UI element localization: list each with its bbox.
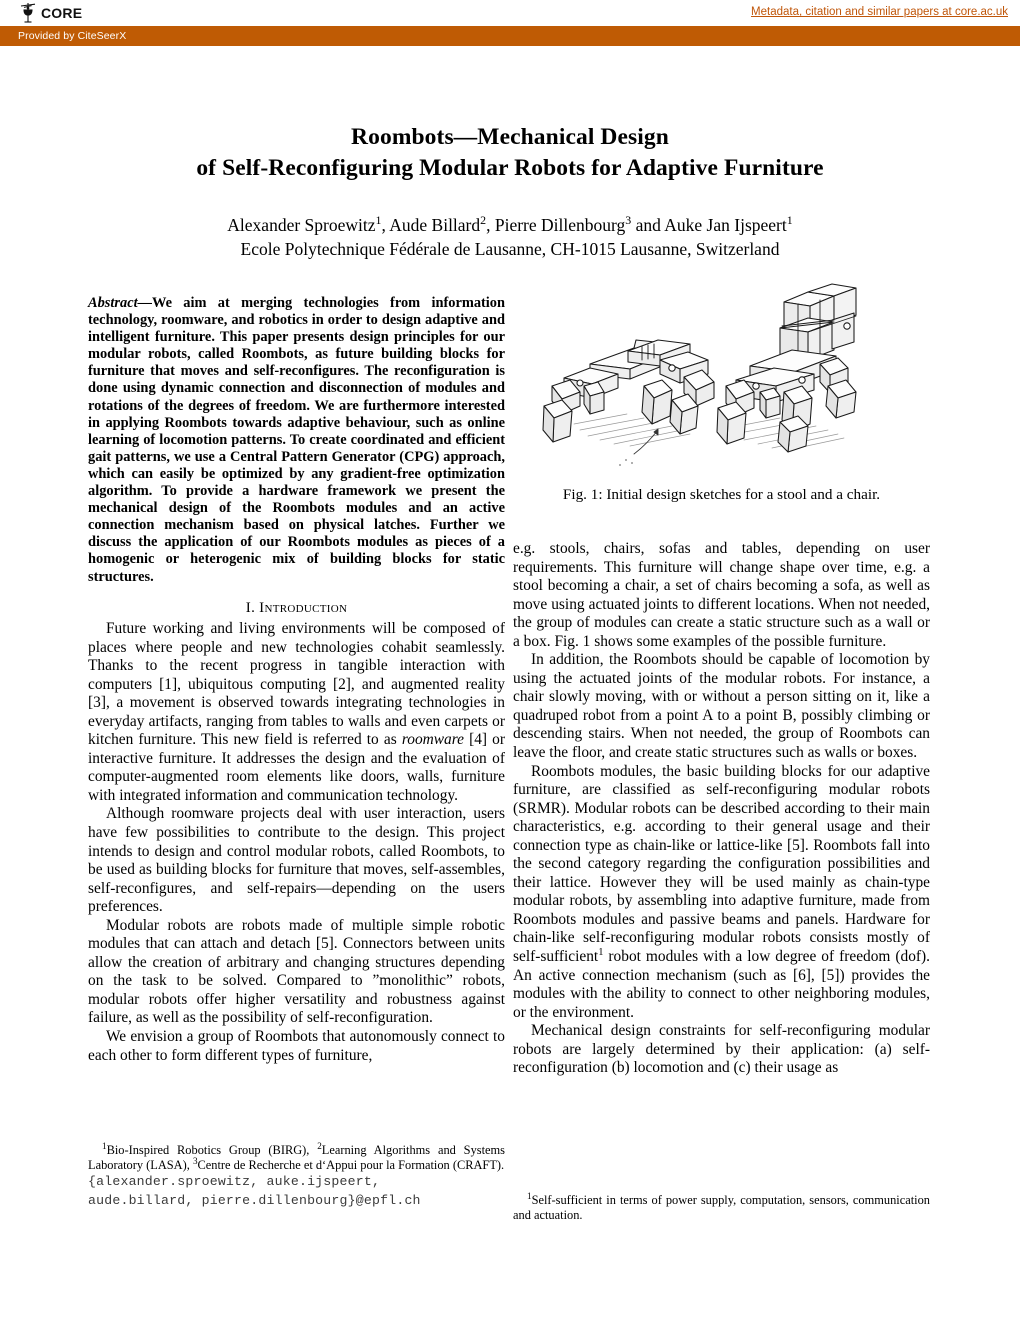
paper-title-line-2: of Self-Reconfiguring Modular Robots for Adaptive Furniture: [196, 155, 824, 181]
paragraph-intro-2: Although roomware projects deal with user interaction, users have few possibilities to contribute to the design. This project intends to design and control modular robots, called Roombots, to be used as building blocks for furniture that moves, self-assembles, self-reconfigures, and self-repairs—depending on the users preferences.: [88, 805, 505, 916]
provider-label: Provided by CiteSeerX: [18, 29, 127, 42]
left-column-flow: [88, 586, 505, 1065]
core-banner: [0, 0, 1020, 26]
author-4: Auke Jan Ijspeert$^1$: [664, 213, 793, 235]
core-metadata-link[interactable]: Metadata, citation and similar papers at core.ac.uk: [751, 6, 1008, 18]
left-footnotes: [88, 1140, 505, 1210]
abstract-block: [88, 295, 505, 586]
core-logo[interactable]: [18, 2, 82, 24]
right-column-flow: [513, 540, 930, 1078]
footnote-self-sufficient: [513, 1190, 930, 1223]
term-roomware: roomware: [401, 731, 464, 749]
affiliation-line: Ecole Polytechnique Fédérale de Lausanne, CH-1015 Lausanne, Switzerland: [240, 239, 780, 259]
footnote-affiliations: [88, 1140, 505, 1173]
figure-1-caption: Fig. 1: Initial design sketches for a stool and a chair.: [562, 486, 881, 503]
paragraph-right-2: In addition, the Roombots should be capable of locomotion by using the actuated joints of the modular robots. For instance, a chair slowly moving, with or without a person sitting on it, like a quadruped robot from a point A to a point B, possibly climbing or descending stairs. When not needed, the group of Roombots can leave the floor, and create static structures such as walls or boxes.: [513, 651, 930, 762]
footnote-marker-1: 1: [598, 946, 604, 958]
footnote-mark-right-1: 1: [527, 1190, 532, 1201]
footnote-mark-2: 2: [317, 1140, 322, 1151]
footnote-affil-2: Learning Algorithms and Systems Laboratory (LASA),: [88, 1143, 505, 1173]
footnote-affil-1: Bio-Inspired Robotics Group (BIRG),: [106, 1143, 318, 1157]
right-footnotes: [513, 1190, 930, 1223]
paragraph-intro-1-b: [4] or interactive furniture. It addresses the design and the evaluation of computer-augmented room elements like doors, walls, furniture with integrated information and communication technology.: [88, 731, 505, 804]
footnote-self-sufficient-text: Self-sufficient in terms of power supply, computation, sensors, communication and actuation.: [513, 1193, 930, 1223]
paragraph-right-4: Mechanical design constraints for self-reconfiguring modular robots are largely determined by their application: (a) self-reconfiguration (b) locomotion and (c) their usage as: [513, 1022, 930, 1077]
section-heading-introduction: I. Introduction: [245, 600, 348, 616]
figure-1: [513, 282, 930, 504]
abstract-label: Abstract—: [88, 295, 152, 311]
author-2: Aude Billard$^2$: [389, 213, 487, 235]
footnote-email-line-1: {alexander.sproewitz, auke.ijspeert,: [88, 1174, 381, 1190]
robot-sketches-image: [522, 282, 922, 474]
paper-page: [0, 46, 1020, 1320]
page-title: [90, 122, 930, 184]
paragraph-right-1: e.g. stools, chairs, sofas and tables, depending on user requirements. This furniture will change shape over time, e.g. a stool becoming a chair, a set of chairs becoming a sofa, as well as move using actuated joints to different locations. When not needed, the group of modules can create a static structure such as a wall or a box. Fig. 1 shows some examples of the possible furniture.: [513, 540, 930, 650]
footnote-email-line-2: aude.billard, pierre.dillenbourg}@epfl.ch: [88, 1192, 421, 1208]
paragraph-right-3-b: robot modules with a low degree of freedom (dof). An active connection mechanism (such as [6], [5]) provides the modules with the ability to connect to other neighboring modules, or the environment.: [513, 948, 930, 1021]
abstract-text: We aim at merging technologies from information technology, roomware, and robotics in order to design adaptive and intelligent furniture. This paper presents design principles for our modular robots, called Roombots, as future building blocks for furniture that moves and self-reconfigures. The reconfiguration is done using dynamic connection and disconnection of modules and rotations of the degrees of freedom. We are furthermore interested in applying Roombots towards adaptive behaviour, such as online learning of locomotion patterns. To create coordinated and efficient gait patterns, we use a Central Pattern Generator (CPG) approach, which can easily be optimized by any gradient-free optimization algorithm. To provide a hardware framework we present the mechanical design of the Roombots modules and an active connection mechanism based on physical latches. Further we discuss the application of our Roombots modules as pieces of a homogenic or heterogenic mix of building blocks for static structures.: [88, 295, 505, 585]
authors-block: [90, 213, 930, 261]
paragraph-intro-1: [88, 620, 505, 805]
footnote-mark-3: 3: [192, 1156, 198, 1167]
footnote-affil-3: Centre de Recherche et d‘Appui pour la Formation (CRAFT).: [197, 1158, 505, 1173]
core-logo-icon: [18, 2, 38, 24]
paragraph-right-3: [513, 763, 930, 1023]
paragraph-right-3-a: Roombots modules, the basic building blocks for our adaptive furniture, are classified as self-reconfiguring modular robots (SRMR). Modular robots can be described according to their main characteristics, e.g. according to their general usage and their connection type as chain-like or lattice-like [5]. Roombots fall into the second category regarding the configuration possibilities and their lattice. However they will be used mainly as chain-type modular robots, by assembling into adaptive furniture, made from Roombots modules and passive beams and panels. Hardware for chain-like self-reconfiguring modular robots consists mostly of self-sufficient: [513, 762, 930, 966]
paragraph-intro-4: We envision a group of Roombots that autonomously connect to each other to form different types of furniture,: [88, 1028, 505, 1064]
author-3: Pierre Dillenbourg$^3$: [494, 213, 632, 235]
paper-title-line-1: Roombots—Mechanical Design: [351, 124, 669, 150]
authors-line: Alexander Sproewitz$^1$, Aude Billard$^2$, Pierre Dillenbourg$^3$ and Auke Jan Ijspeert$^1$: [227, 213, 793, 235]
author-1: Alexander Sproewitz$^1$: [227, 213, 382, 235]
provider-banner: [0, 26, 1020, 46]
paragraph-intro-1-a: Future working and living environments will be composed of places where people and new technologies cohabit seamlessly. Thanks to the recent progress in tangible interaction with computers [1], ubiquitous computing [2], and augmented reality [3], a movement is observed towards integrating technologies in everyday artifacts, ranging from tables to walls and even carpets or kitchen furniture. This new field is referred to as: [88, 620, 505, 749]
paragraph-intro-3: Modular robots are robots made of multiple simple robotic modules that can attach and detach [5]. Connectors between units allow the creation of arbitrary and changing structures depending on the task to be solved. Compared to ”monolithic” robots, modular robots offer higher versatility and robustness against failure, as well as the possibility of self-reconfiguration.: [88, 916, 505, 1027]
footnote-mark-1: 1: [102, 1140, 107, 1151]
core-logo-text: CORE: [41, 5, 83, 21]
